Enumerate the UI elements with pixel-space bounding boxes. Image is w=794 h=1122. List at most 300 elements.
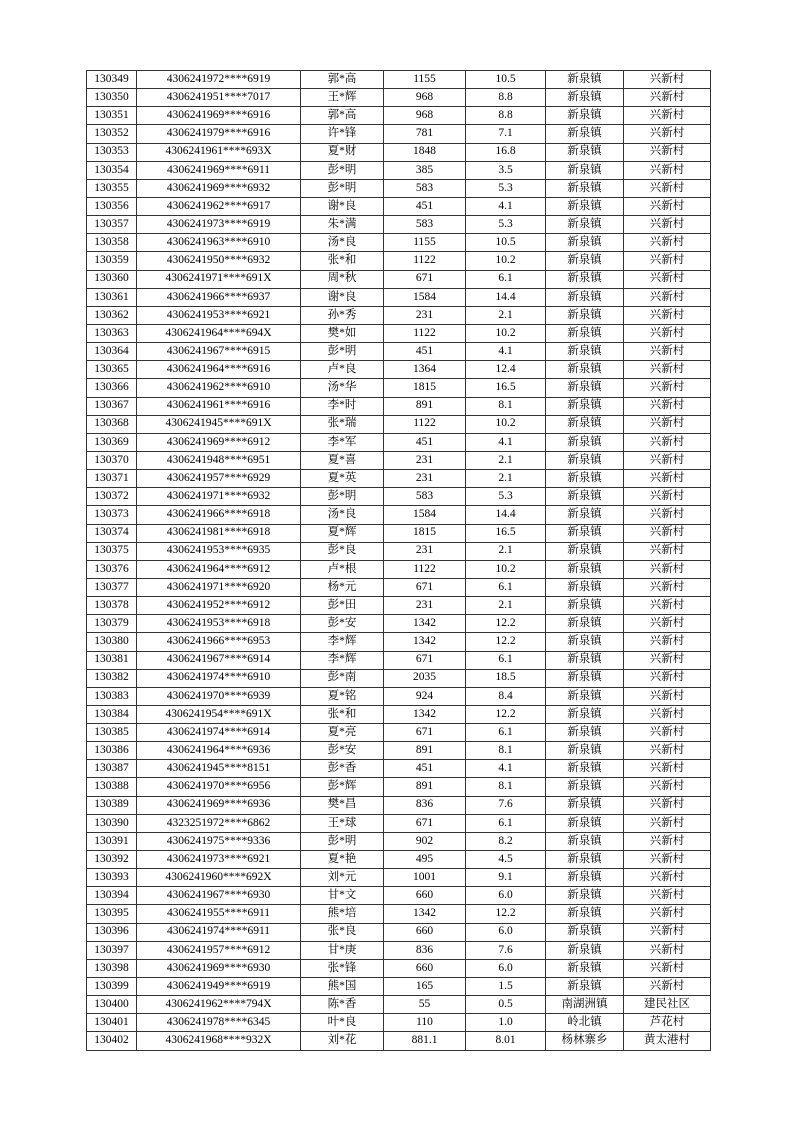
cell-id-number: 4306241971****691X: [137, 270, 301, 288]
cell-amount: 1122: [384, 560, 466, 578]
cell-area-value: 7.1: [466, 125, 546, 143]
cell-id-number: 4306241981****6918: [137, 524, 301, 542]
cell-amount: 968: [384, 107, 466, 125]
cell-town: 新泉镇: [546, 959, 624, 977]
cell-amount: 385: [384, 161, 466, 179]
cell-town: 新泉镇: [546, 597, 624, 615]
cell-town: 新泉镇: [546, 796, 624, 814]
table-row: [87, 71, 711, 89]
cell-village: 兴新村: [624, 470, 711, 488]
table-row: [87, 923, 711, 941]
cell-id-number: 4323251972****6862: [137, 814, 301, 832]
table-row: [87, 597, 711, 615]
cell-village: 兴新村: [624, 361, 711, 379]
cell-serial-number: 130376: [87, 560, 137, 578]
cell-name: 彭*明: [301, 343, 384, 361]
cell-town: 新泉镇: [546, 270, 624, 288]
table-row: [87, 415, 711, 433]
cell-area-value: 8.1: [466, 778, 546, 796]
table-row: [87, 724, 711, 742]
cell-village: 兴新村: [624, 270, 711, 288]
cell-village: 兴新村: [624, 216, 711, 234]
cell-area-value: 6.1: [466, 270, 546, 288]
cell-amount: 660: [384, 959, 466, 977]
table-row: [87, 288, 711, 306]
cell-id-number: 4306241979****6916: [137, 125, 301, 143]
cell-serial-number: 130359: [87, 252, 137, 270]
cell-area-value: 18.5: [466, 669, 546, 687]
cell-id-number: 4306241969****6916: [137, 107, 301, 125]
cell-serial-number: 130389: [87, 796, 137, 814]
cell-area-value: 8.4: [466, 687, 546, 705]
table-row: [87, 959, 711, 977]
cell-area-value: 2.1: [466, 306, 546, 324]
cell-town: 新泉镇: [546, 415, 624, 433]
cell-serial-number: 130400: [87, 996, 137, 1014]
cell-name: 郭*高: [301, 71, 384, 89]
cell-serial-number: 130351: [87, 107, 137, 125]
cell-name: 卢*良: [301, 361, 384, 379]
cell-name: 李*辉: [301, 651, 384, 669]
cell-town: 岭北镇: [546, 1014, 624, 1032]
table-row: [87, 506, 711, 524]
cell-id-number: 4306241954****691X: [137, 705, 301, 723]
cell-town: 新泉镇: [546, 488, 624, 506]
cell-name: 杨*元: [301, 578, 384, 596]
cell-name: 樊*昌: [301, 796, 384, 814]
cell-serial-number: 130374: [87, 524, 137, 542]
cell-serial-number: 130386: [87, 742, 137, 760]
table-row: [87, 252, 711, 270]
cell-area-value: 16.5: [466, 524, 546, 542]
cell-village: 兴新村: [624, 433, 711, 451]
cell-name: 夏*英: [301, 470, 384, 488]
table-row: [87, 488, 711, 506]
cell-serial-number: 130363: [87, 324, 137, 342]
cell-area-value: 7.6: [466, 941, 546, 959]
cell-id-number: 4306241967****6915: [137, 343, 301, 361]
cell-id-number: 4306241957****6912: [137, 941, 301, 959]
cell-area-value: 8.8: [466, 107, 546, 125]
cell-serial-number: 130365: [87, 361, 137, 379]
cell-village: 兴新村: [624, 832, 711, 850]
cell-town: 新泉镇: [546, 687, 624, 705]
cell-serial-number: 130392: [87, 851, 137, 869]
table-row: [87, 742, 711, 760]
cell-id-number: 4306241970****6956: [137, 778, 301, 796]
cell-area-value: 10.2: [466, 415, 546, 433]
cell-area-value: 1.5: [466, 978, 546, 996]
cell-amount: 1342: [384, 633, 466, 651]
cell-name: 谢*良: [301, 288, 384, 306]
cell-amount: 671: [384, 651, 466, 669]
cell-name: 汤*良: [301, 506, 384, 524]
cell-name: 夏*财: [301, 143, 384, 161]
cell-name: 彭*明: [301, 179, 384, 197]
cell-village: 兴新村: [624, 415, 711, 433]
cell-area-value: 16.8: [466, 143, 546, 161]
cell-amount: 495: [384, 851, 466, 869]
cell-village: 兴新村: [624, 633, 711, 651]
cell-village: 兴新村: [624, 524, 711, 542]
cell-name: 彭*良: [301, 542, 384, 560]
cell-id-number: 4306241969****6911: [137, 161, 301, 179]
cell-village: 兴新村: [624, 905, 711, 923]
cell-name: 叶*良: [301, 1014, 384, 1032]
table-row: [87, 615, 711, 633]
cell-town: 新泉镇: [546, 379, 624, 397]
cell-name: 王*辉: [301, 89, 384, 107]
cell-town: 新泉镇: [546, 705, 624, 723]
cell-area-value: 3.5: [466, 161, 546, 179]
cell-name: 甘*文: [301, 887, 384, 905]
cell-serial-number: 130393: [87, 869, 137, 887]
cell-area-value: 16.5: [466, 379, 546, 397]
cell-serial-number: 130368: [87, 415, 137, 433]
cell-amount: 231: [384, 451, 466, 469]
cell-name: 刘*花: [301, 1032, 384, 1051]
cell-id-number: 4306241948****6951: [137, 451, 301, 469]
cell-town: 新泉镇: [546, 288, 624, 306]
cell-serial-number: 130384: [87, 705, 137, 723]
cell-amount: 1342: [384, 905, 466, 923]
table-row: [87, 633, 711, 651]
cell-village: 兴新村: [624, 379, 711, 397]
cell-area-value: 2.1: [466, 542, 546, 560]
cell-town: 新泉镇: [546, 832, 624, 850]
cell-id-number: 4306241951****7017: [137, 89, 301, 107]
cell-area-value: 6.0: [466, 923, 546, 941]
table-row: [87, 470, 711, 488]
cell-village: 兴新村: [624, 651, 711, 669]
cell-village: 兴新村: [624, 506, 711, 524]
cell-area-value: 14.4: [466, 506, 546, 524]
cell-town: 新泉镇: [546, 923, 624, 941]
cell-village: 兴新村: [624, 941, 711, 959]
cell-town: 新泉镇: [546, 615, 624, 633]
cell-id-number: 4306241945****8151: [137, 760, 301, 778]
cell-town: 新泉镇: [546, 941, 624, 959]
table-row: [87, 216, 711, 234]
cell-village: 兴新村: [624, 451, 711, 469]
cell-id-number: 4306241950****6932: [137, 252, 301, 270]
cell-serial-number: 130401: [87, 1014, 137, 1032]
cell-name: 彭*安: [301, 742, 384, 760]
cell-serial-number: 130356: [87, 197, 137, 215]
cell-id-number: 4306241963****6910: [137, 234, 301, 252]
cell-village: 兴新村: [624, 742, 711, 760]
cell-village: 兴新村: [624, 161, 711, 179]
cell-village: 兴新村: [624, 343, 711, 361]
cell-village: 兴新村: [624, 724, 711, 742]
cell-name: 张*良: [301, 923, 384, 941]
table-row: [87, 161, 711, 179]
cell-town: 新泉镇: [546, 89, 624, 107]
cell-village: 兴新村: [624, 923, 711, 941]
cell-area-value: 7.6: [466, 796, 546, 814]
cell-amount: 165: [384, 978, 466, 996]
cell-amount: 781: [384, 125, 466, 143]
cell-area-value: 12.2: [466, 705, 546, 723]
cell-serial-number: 130399: [87, 978, 137, 996]
cell-area-value: 0.5: [466, 996, 546, 1014]
cell-amount: 1155: [384, 234, 466, 252]
cell-amount: 1342: [384, 705, 466, 723]
cell-village: 兴新村: [624, 197, 711, 215]
table-row: [87, 324, 711, 342]
cell-serial-number: 130358: [87, 234, 137, 252]
cell-id-number: 4306241964****6916: [137, 361, 301, 379]
cell-id-number: 4306241962****6917: [137, 197, 301, 215]
cell-name: 李*军: [301, 433, 384, 451]
cell-amount: 836: [384, 796, 466, 814]
cell-serial-number: 130380: [87, 633, 137, 651]
cell-id-number: 4306241955****6911: [137, 905, 301, 923]
cell-area-value: 6.1: [466, 724, 546, 742]
cell-amount: 55: [384, 996, 466, 1014]
cell-area-value: 9.1: [466, 869, 546, 887]
cell-village: 兴新村: [624, 560, 711, 578]
cell-town: 新泉镇: [546, 542, 624, 560]
cell-town: 新泉镇: [546, 669, 624, 687]
cell-id-number: 4306241973****6921: [137, 851, 301, 869]
cell-name: 卢*根: [301, 560, 384, 578]
cell-amount: 451: [384, 433, 466, 451]
cell-village: 兴新村: [624, 869, 711, 887]
cell-name: 熊*培: [301, 905, 384, 923]
cell-id-number: 4306241970****6939: [137, 687, 301, 705]
cell-town: 新泉镇: [546, 633, 624, 651]
cell-town: 新泉镇: [546, 724, 624, 742]
cell-amount: 671: [384, 814, 466, 832]
cell-name: 彭*明: [301, 488, 384, 506]
table-row: [87, 578, 711, 596]
cell-amount: 231: [384, 470, 466, 488]
cell-id-number: 4306241975****9336: [137, 832, 301, 850]
cell-area-value: 4.5: [466, 851, 546, 869]
cell-town: 新泉镇: [546, 361, 624, 379]
cell-name: 许*锋: [301, 125, 384, 143]
cell-id-number: 4306241967****6914: [137, 651, 301, 669]
cell-amount: 891: [384, 742, 466, 760]
cell-village: 兴新村: [624, 234, 711, 252]
cell-amount: 968: [384, 89, 466, 107]
cell-serial-number: 130372: [87, 488, 137, 506]
cell-name: 彭*辉: [301, 778, 384, 796]
cell-amount: 451: [384, 760, 466, 778]
cell-area-value: 12.2: [466, 905, 546, 923]
cell-serial-number: 130360: [87, 270, 137, 288]
table-row: [87, 433, 711, 451]
cell-town: 新泉镇: [546, 252, 624, 270]
cell-amount: 836: [384, 941, 466, 959]
cell-village: 兴新村: [624, 542, 711, 560]
cell-name: 夏*喜: [301, 451, 384, 469]
table-row: [87, 851, 711, 869]
cell-town: 杨林寨乡: [546, 1032, 624, 1051]
cell-serial-number: 130377: [87, 578, 137, 596]
cell-serial-number: 130354: [87, 161, 137, 179]
cell-id-number: 4306241974****6914: [137, 724, 301, 742]
cell-amount: 671: [384, 578, 466, 596]
cell-id-number: 4306241964****694X: [137, 324, 301, 342]
cell-village: 兴新村: [624, 778, 711, 796]
table-row: [87, 669, 711, 687]
cell-village: 兴新村: [624, 488, 711, 506]
cell-village: 兴新村: [624, 687, 711, 705]
cell-area-value: 1.0: [466, 1014, 546, 1032]
cell-id-number: 4306241969****6912: [137, 433, 301, 451]
cell-serial-number: 130396: [87, 923, 137, 941]
cell-name: 樊*如: [301, 324, 384, 342]
cell-village: 兴新村: [624, 107, 711, 125]
cell-serial-number: 130353: [87, 143, 137, 161]
cell-area-value: 6.0: [466, 887, 546, 905]
table-row: [87, 143, 711, 161]
cell-amount: 881.1: [384, 1032, 466, 1051]
table-row: [87, 1014, 711, 1032]
cell-name: 彭*安: [301, 615, 384, 633]
cell-area-value: 10.2: [466, 324, 546, 342]
cell-area-value: 6.0: [466, 959, 546, 977]
cell-name: 李*时: [301, 397, 384, 415]
cell-id-number: 4306241969****6930: [137, 959, 301, 977]
cell-serial-number: 130391: [87, 832, 137, 850]
cell-serial-number: 130398: [87, 959, 137, 977]
cell-id-number: 4306241973****6919: [137, 216, 301, 234]
cell-area-value: 12.4: [466, 361, 546, 379]
cell-village: 兴新村: [624, 959, 711, 977]
table-row: [87, 234, 711, 252]
cell-serial-number: 130355: [87, 179, 137, 197]
cell-id-number: 4306241966****6953: [137, 633, 301, 651]
cell-amount: 1122: [384, 324, 466, 342]
cell-amount: 1584: [384, 506, 466, 524]
cell-amount: 2035: [384, 669, 466, 687]
cell-amount: 660: [384, 887, 466, 905]
cell-name: 孙*秀: [301, 306, 384, 324]
cell-area-value: 12.2: [466, 633, 546, 651]
cell-town: 新泉镇: [546, 470, 624, 488]
cell-serial-number: 130385: [87, 724, 137, 742]
cell-id-number: 4306241949****6919: [137, 978, 301, 996]
cell-town: 新泉镇: [546, 978, 624, 996]
cell-name: 彭*明: [301, 161, 384, 179]
cell-amount: 583: [384, 488, 466, 506]
cell-id-number: 4306241953****6935: [137, 542, 301, 560]
cell-area-value: 5.3: [466, 179, 546, 197]
cell-village: 兴新村: [624, 397, 711, 415]
cell-name: 张*和: [301, 705, 384, 723]
cell-id-number: 4306241961****6916: [137, 397, 301, 415]
cell-id-number: 4306241960****692X: [137, 869, 301, 887]
cell-name: 熊*国: [301, 978, 384, 996]
records-tbody: [87, 71, 711, 1051]
table-row: [87, 361, 711, 379]
cell-amount: 231: [384, 597, 466, 615]
table-row: [87, 179, 711, 197]
cell-id-number: 4306241964****6912: [137, 560, 301, 578]
cell-town: 新泉镇: [546, 343, 624, 361]
cell-serial-number: 130362: [87, 306, 137, 324]
cell-amount: 1122: [384, 252, 466, 270]
table-row: [87, 687, 711, 705]
cell-village: 兴新村: [624, 324, 711, 342]
cell-town: 新泉镇: [546, 778, 624, 796]
cell-town: 新泉镇: [546, 125, 624, 143]
cell-village: 兴新村: [624, 179, 711, 197]
cell-id-number: 4306241966****6918: [137, 506, 301, 524]
cell-id-number: 4306241952****6912: [137, 597, 301, 615]
cell-town: 新泉镇: [546, 451, 624, 469]
cell-area-value: 2.1: [466, 470, 546, 488]
cell-amount: 660: [384, 923, 466, 941]
cell-area-value: 10.2: [466, 560, 546, 578]
cell-serial-number: 130387: [87, 760, 137, 778]
cell-serial-number: 130388: [87, 778, 137, 796]
cell-id-number: 4306241969****6932: [137, 179, 301, 197]
table-row: [87, 978, 711, 996]
cell-village: 黄太港村: [624, 1032, 711, 1051]
cell-id-number: 4306241971****6932: [137, 488, 301, 506]
cell-area-value: 14.4: [466, 288, 546, 306]
cell-id-number: 4306241953****6918: [137, 615, 301, 633]
cell-area-value: 10.2: [466, 252, 546, 270]
cell-id-number: 4306241968****932X: [137, 1032, 301, 1051]
table-row: [87, 651, 711, 669]
cell-town: 新泉镇: [546, 506, 624, 524]
cell-town: 新泉镇: [546, 71, 624, 89]
cell-id-number: 4306241966****6937: [137, 288, 301, 306]
cell-id-number: 4306241953****6921: [137, 306, 301, 324]
cell-area-value: 4.1: [466, 760, 546, 778]
table-row: [87, 379, 711, 397]
table-row: [87, 560, 711, 578]
table-row: [87, 796, 711, 814]
cell-area-value: 4.1: [466, 197, 546, 215]
table-row: [87, 814, 711, 832]
cell-name: 彭*南: [301, 669, 384, 687]
cell-name: 朱*满: [301, 216, 384, 234]
cell-town: 新泉镇: [546, 143, 624, 161]
cell-serial-number: 130367: [87, 397, 137, 415]
cell-town: 南湖洲镇: [546, 996, 624, 1014]
cell-name: 郭*高: [301, 107, 384, 125]
cell-area-value: 4.1: [466, 343, 546, 361]
cell-village: 兴新村: [624, 288, 711, 306]
cell-village: 建民社区: [624, 996, 711, 1014]
table-row: [87, 869, 711, 887]
cell-name: 刘*元: [301, 869, 384, 887]
cell-serial-number: 130402: [87, 1032, 137, 1051]
cell-town: 新泉镇: [546, 524, 624, 542]
cell-id-number: 4306241962****6910: [137, 379, 301, 397]
cell-area-value: 5.3: [466, 216, 546, 234]
cell-town: 新泉镇: [546, 234, 624, 252]
cell-id-number: 4306241964****6936: [137, 742, 301, 760]
cell-amount: 671: [384, 724, 466, 742]
table-row: [87, 107, 711, 125]
cell-amount: 1815: [384, 524, 466, 542]
cell-name: 彭*明: [301, 832, 384, 850]
cell-amount: 451: [384, 197, 466, 215]
cell-area-value: 4.1: [466, 433, 546, 451]
cell-name: 汤*良: [301, 234, 384, 252]
cell-name: 谢*良: [301, 197, 384, 215]
cell-id-number: 4306241967****6930: [137, 887, 301, 905]
cell-name: 王*球: [301, 814, 384, 832]
cell-amount: 1815: [384, 379, 466, 397]
